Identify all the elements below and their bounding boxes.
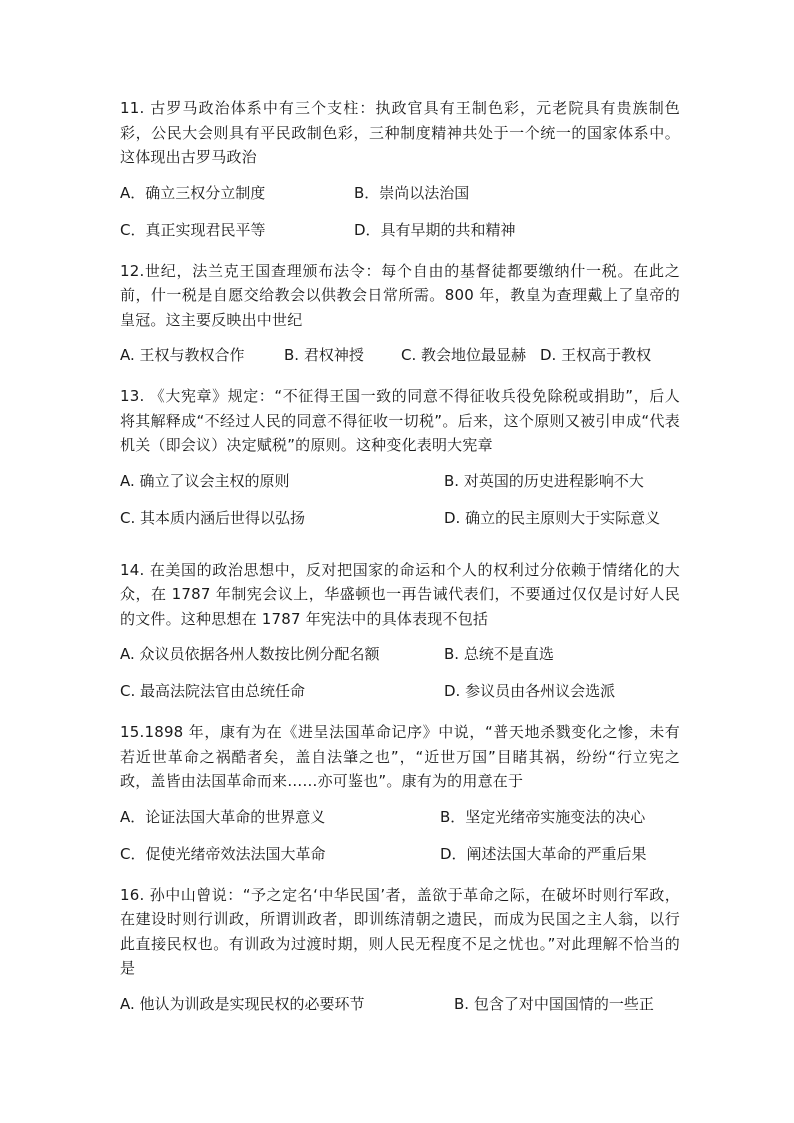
option-d: D. 参议员由各州议会选派 — [444, 682, 616, 700]
question-stem: 14. 在美国的政治思想中，反对把国家的命运和个人的权利过分依赖于情绪化的大众，在 1787 年制宪会议上，华盛顿也一再告诫代表们，不要通过仅仅是讨好人民的文件。这种思想在 1787 年宪法中的具体表现不包括 — [120, 560, 680, 628]
options — [120, 992, 680, 1029]
question-16 — [120, 883, 680, 1029]
option-c: C. 教会地位最显赫 — [401, 346, 527, 364]
question-stem: 16. 孙中山曾说：“予之定名‘中华民国’者，盖欲于革命之际，在破坏时则行军政，在建设时则行训政，所谓训政者，即训练清朝之遗民，而成为民国之主人翁，以行此直接民权也。有训政为过渡时期，则人民无程度不足之忧也。”对此理解不恰当的是 — [120, 885, 680, 977]
option-b: B. 对英国的历史进程影响不大 — [444, 471, 644, 490]
question-15 — [120, 720, 680, 879]
option-a: A．论证法国大革命的世界意义 — [120, 807, 326, 826]
question-stem: 15.1898 年，康有为在《进呈法国革命记序》中说，“普天地杀戮变化之惨，未有若近世革命之祸酷者矣，盖自法肇之也”，“近世万国”目睹其祸，纷纷“行立宪之政，盖皆由法国革命而来……亦可鉴也”。康有为的用意在于 — [120, 723, 680, 790]
option-c: C. 其本质内涵后世得以弘扬 — [120, 508, 306, 527]
option-a: A. 确立了议会主权的原则 — [120, 471, 290, 490]
option-b: B. 君权神授 — [284, 346, 364, 364]
option-b: B．坚定光绪帝实施变法的决心 — [440, 807, 646, 826]
option-d: D. 确立的民主原则大于实际意义 — [444, 508, 661, 527]
options — [120, 805, 680, 879]
question-11 — [120, 96, 680, 255]
option-c: C．促使光绪帝效法法国大革命 — [120, 844, 326, 863]
question-stem: 12.世纪，法兰克王国查理颁布法令：每个自由的基督徒都要缴纳什一税。在此之前，什一税是自愿交给教会以供教会日常所需。800 年，教皇为查理戴上了皇帝的皇冠。这主要反映出中世纪 — [120, 261, 680, 329]
option-b: B. 总统不是直选 — [444, 645, 554, 663]
option-a: A．确立三权分立制度 — [120, 183, 266, 202]
question-14 — [120, 558, 680, 717]
option-c: C. 最高法院法官由总统任命 — [120, 682, 306, 700]
options — [120, 469, 680, 554]
options — [120, 181, 680, 255]
exam-page — [120, 96, 680, 1033]
option-b: B. 包含了对中国国情的一些正 — [454, 994, 654, 1013]
question-stem: 13. 《大宪章》规定：“不征得王国一致的同意不得征收兵役免除税或捐助”，后人将其解释成“不经过人民的同意不得征收一切税”。后来，这个原则又被引申成“代表机关（即会议）决定赋税”的原则。这种变化表明大宪章 — [120, 387, 680, 454]
question-stem: 11. 古罗马政治体系中有三个支柱：执政官具有王制色彩，元老院具有贵族制色彩，公民大会则具有平民政制色彩，三种制度精神共处于一个统一的国家体系中。这体现出古罗马政治 — [120, 99, 680, 166]
option-c: C．真正实现君民平等 — [120, 220, 266, 239]
option-b: B．崇尚以法治国 — [354, 183, 470, 202]
option-a: A. 众议员依据各州人数按比例分配名额 — [120, 645, 380, 663]
option-a: A. 他认为训政是实现民权的必要环节 — [120, 994, 365, 1013]
option-d: D．具有早期的共和精神 — [354, 220, 516, 239]
option-d: D. 王权高于教权 — [540, 346, 652, 364]
option-a: A. 王权与教权合作 — [120, 346, 245, 364]
options — [120, 642, 680, 716]
options — [120, 343, 680, 380]
question-12 — [120, 259, 680, 381]
question-13 — [120, 384, 680, 554]
option-d: D．阐述法国大革命的严重后果 — [440, 844, 647, 863]
